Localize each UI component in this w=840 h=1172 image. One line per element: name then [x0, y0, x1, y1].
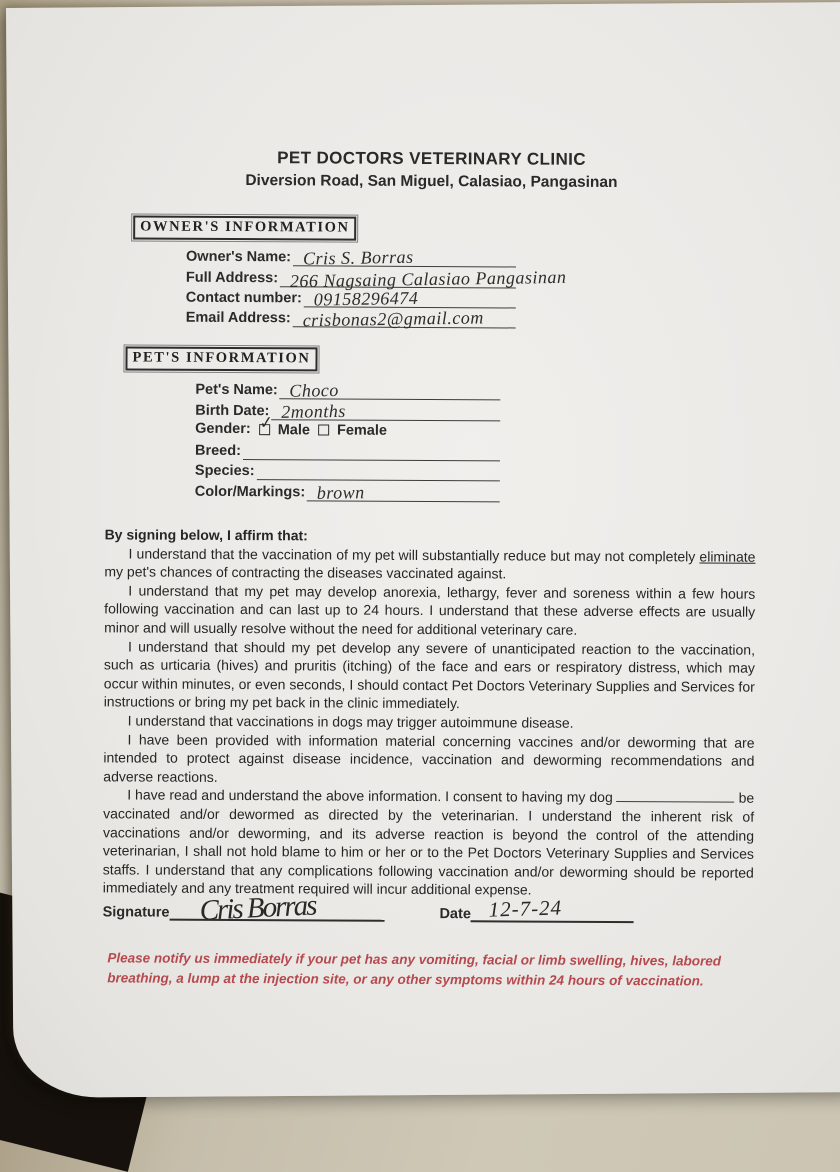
- gender-label: Gender:: [195, 421, 251, 438]
- owner-name-field: [293, 249, 516, 268]
- full-address-row: [186, 266, 516, 288]
- color-markings-row: [195, 480, 500, 502]
- affirmation-paragraph-6: [103, 786, 755, 901]
- signature-handwriting: Cris Borras: [199, 889, 316, 927]
- emergency-notice: Please notify us immediately if your pet has any vomiting, facial or limb swelling, hives, labored breathing, a lump at the injection site, or any other symptoms within 24 hours of vaccination.: [107, 948, 755, 990]
- form-content: [7, 7, 840, 1101]
- p6-post: be vaccinated and/or dewormed as directed by the veterinarian. I understand the inherent risk of vaccinations and/or deworming, and its adverse reaction is beyond the control of the attending veterinarian, I shall not hold blame to him or her or to the Pet Doctors Veterinary Supplies and Services staffs. I understand that any complications following vaccination and/or deworming should be reported immediately and any treatment required will incur additional expense.: [103, 790, 755, 898]
- birth-date-handwriting: 2months: [281, 401, 346, 423]
- clinic-address: Diversion Road, San Miguel, Calasiao, Pangasinan: [11, 171, 840, 193]
- owner-name-handwriting: Cris S. Borras: [303, 247, 414, 270]
- breed-label: Breed:: [195, 443, 241, 460]
- signature-label: Signature: [103, 904, 170, 920]
- male-checkbox: [259, 424, 270, 435]
- email-address-row: [186, 307, 516, 329]
- affirmation-paragraph-2: I understand that my pet may develop anorexia, lethargy, fever and soreness within a few hours following vaccination and can last up to 24 hours. I understand that these adverse effects are usually minor and will usually resolve without the need for additional veterinary care.: [104, 581, 755, 640]
- male-checkmark: ✓: [258, 413, 274, 434]
- contact-number-label: Contact number:: [186, 290, 302, 308]
- owner-information-heading: OWNER'S INFORMATION: [133, 215, 357, 240]
- email-address-handwriting: crisbonas2@gmail.com: [303, 308, 484, 332]
- signature-line: [169, 901, 384, 922]
- owner-name-row: [186, 246, 516, 268]
- signature-date-row: [103, 900, 634, 923]
- color-markings-handwriting: brown: [317, 482, 365, 504]
- consent-form-page: [6, 2, 840, 1098]
- birth-date-label: Birth Date:: [195, 402, 269, 419]
- male-label: Male: [278, 422, 310, 438]
- contact-number-row: [186, 286, 516, 308]
- female-label: Female: [337, 422, 387, 438]
- full-address-label: Full Address:: [186, 269, 278, 286]
- date-handwriting: 12-7-24: [489, 895, 563, 922]
- affirmation-paragraph-4: I understand that vaccinations in dogs may trigger autoimmune disease.: [104, 711, 755, 733]
- pet-information-heading: PET'S INFORMATION: [125, 346, 317, 371]
- pet-fields: [195, 379, 501, 502]
- owner-name-label: Owner's Name:: [186, 249, 291, 267]
- pet-name-row: [195, 379, 500, 401]
- breed-field: [243, 442, 500, 461]
- species-row: [195, 460, 500, 482]
- birth-date-row: [195, 399, 500, 421]
- owner-fields: [186, 246, 516, 329]
- affirmation-paragraph-1: [104, 544, 755, 585]
- full-address-field: [280, 269, 516, 288]
- p1-pre: I understand that the vaccination of my pet will substantially reduce but may not completely: [128, 545, 699, 564]
- pet-name-label: Pet's Name:: [195, 382, 278, 399]
- clinic-name: PET DOCTORS VETERINARY CLINIC: [12, 147, 840, 171]
- full-address-handwriting: 266 Nagsaing Calasiao Pangasinan: [290, 266, 567, 291]
- birth-date-field: [271, 402, 500, 421]
- dog-name-blank-line: [617, 789, 735, 803]
- pet-name-handwriting: Choco: [290, 380, 340, 402]
- contact-number-field: [304, 289, 516, 308]
- color-markings-field: [307, 483, 500, 502]
- pet-name-field: [280, 382, 501, 401]
- email-address-field: [293, 309, 516, 328]
- affirmation-text: [103, 525, 756, 900]
- contact-number-handwriting: 09158296474: [314, 288, 419, 311]
- species-label: Species:: [195, 463, 255, 480]
- p6-pre: I have read and understand the above information. I consent to having my dog: [127, 787, 617, 806]
- species-field: [257, 463, 500, 482]
- breed-row: [195, 440, 500, 462]
- date-label: Date: [439, 906, 471, 922]
- affirmation-paragraph-5: I have been provided with information material concerning vaccines and/or deworming that are intended to protect against disease incidence, vaccination and deworming recommendations and adverse reactions.: [103, 730, 754, 789]
- p1-underlined-word: eliminate: [699, 548, 755, 564]
- female-checkbox: [318, 425, 329, 436]
- email-address-label: Email Address:: [186, 310, 291, 328]
- affirmation-paragraph-3: I understand that should my pet develop any severe of unanticipated reaction to the vaccination, such as urticaria (hives) and pruritis (itching) of the face and ears or respiratory distress, which may occur within minutes, or even seconds, I should contact Pet Doctors Veterinary Supplies and Services for instructions or bring my pet back in the clinic immediately.: [104, 637, 755, 715]
- date-line: [471, 902, 634, 923]
- affirmation-intro: By signing below, I affirm that:: [105, 525, 756, 547]
- color-markings-label: Color/Markings:: [195, 484, 305, 502]
- gender-row: [195, 419, 500, 441]
- p1-post: my pet's chances of contracting the diseases vaccinated against.: [104, 564, 506, 582]
